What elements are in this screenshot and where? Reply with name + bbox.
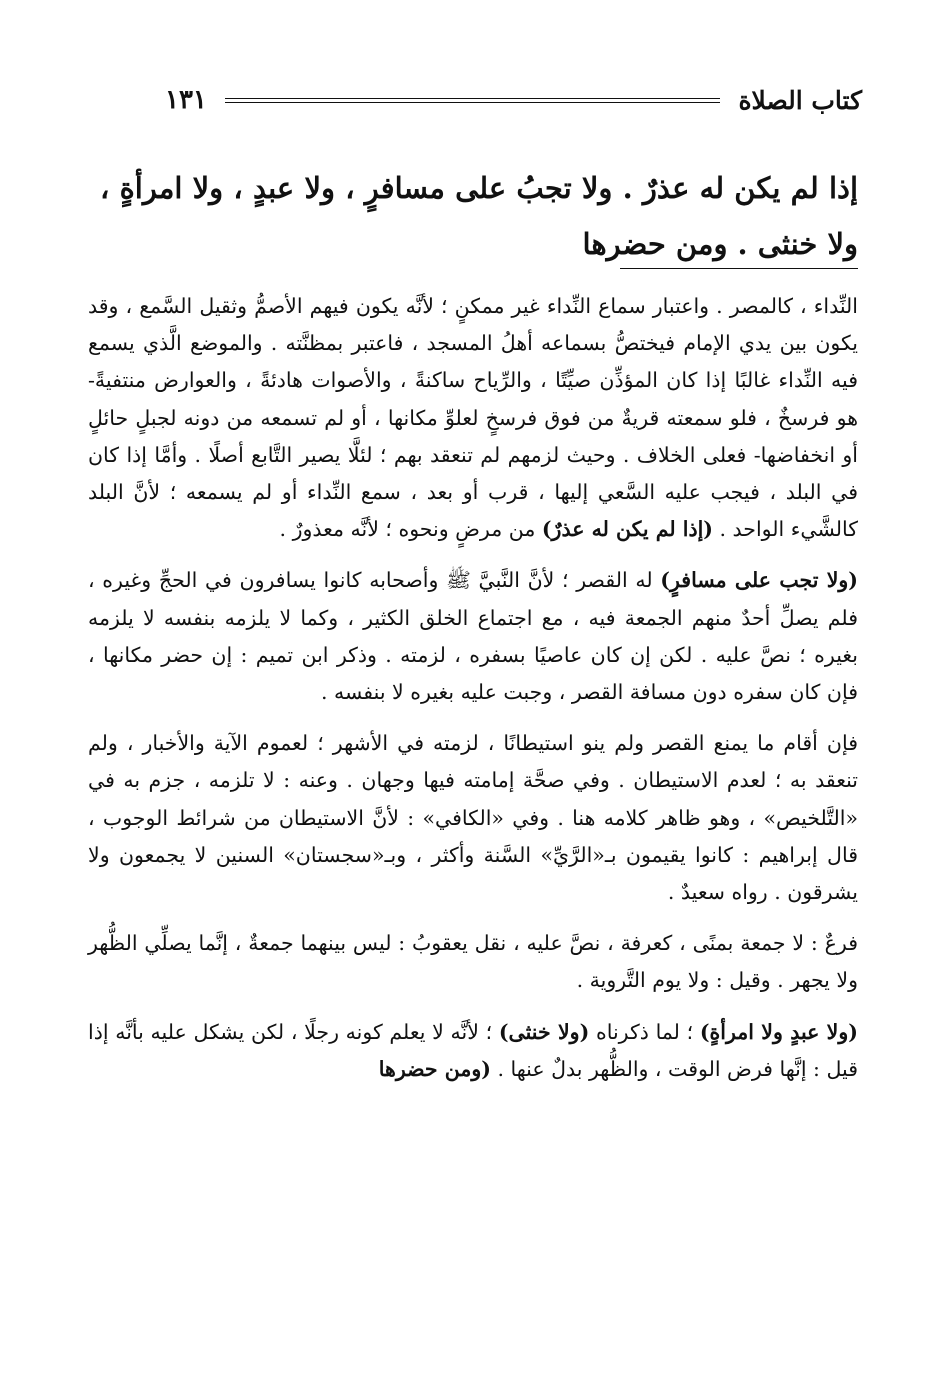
commentary-paragraph xyxy=(88,1014,858,1088)
commentary-text: ؛ لأنَّه لا يعلم كونه رجلًا ، لكن يشكل عليه بأنَّه إذا قيل : إنَّها فرض الوقت ، والظُّهر بدلٌ عنها . xyxy=(88,1019,858,1081)
commentary-text: ؛ لما ذكرناه xyxy=(595,1019,694,1044)
commentary-paragraph xyxy=(88,725,858,911)
matn-quote: (إذا لم يكن له عذرٌ) xyxy=(541,517,713,542)
commentary-text: له القصر ؛ لأنَّ النَّبيَّ ﷺ وأصحابه كانوا يسافرون في الحجِّ وغيره ، فلم يصلِّ أحدٌ منهم الجمعة فيه ، مع اجتماع الخلق الكثير ، وكما لا يلزمه بنفسه لا يلزمه بغيره ؛ نصَّ عليه . لكن إن كان عاصيًا بسفره ، لزمته . وذكر ابن تميم : إن حضر مكانها ، فإن كان سفره دون مسافة القصر ، وجبت عليه بغيره لا بنفسه . xyxy=(88,568,858,705)
commentary-text: النِّداء ، كالمصر . واعتبار سماع النِّداء غير ممكنٍ ؛ لأنَّه يكون فيهم الأصمُّ وثقيل السَّمع ، وقد يكون بين يدي الإمام فيختصُّ بسماعه أهلُ المسجد ، فاعتبر بمظنَّته . والموضع الَّذي يسمع فيه النِّداء غالبًا إذا كان المؤذِّن صيِّتًا ، والرِّياح ساكنةً ، والأصوات هادئةً ، والعوارض منتفيةً- هو فرسخٌ ، فلو سمعته قريةٌ من فوق فرسخٍ لعلوِّ مكانها ، أو لم تسمعه من دونه لجبلٍ حائلٍ أو انخفاضها- فعلى الخلاف . وحيث لزمهم لم تنعقد بهم ؛ لئلَّا يصير التَّابع أصلًا . وأمَّا إذا كان في البلد ، فيجب عليه السَّعي إليها ، قرب أو بعد ، سمع النِّداء أو لم يسمعه ؛ لأنَّ البلد كالشَّيء الواحد . xyxy=(88,294,858,542)
commentary-text: فرعٌ : لا جمعة بمنًى ، كعرفة ، نصَّ عليه ، نقل يعقوبُ : ليس بينهما جمعةٌ ، إنَّما يصلِّي الظُّهر ولا يجهر . وقيل : ولا يوم التَّروية . xyxy=(88,931,858,993)
matn-quote: (ولا تجب على مسافرٍ) xyxy=(660,568,858,593)
matn-quote: (ولا خنثى) xyxy=(498,1019,590,1044)
commentary-paragraph xyxy=(88,562,858,711)
commentary xyxy=(88,288,858,1088)
commentary-paragraph xyxy=(88,925,858,999)
matn-quote: (ولا عبدٍ ولا امرأةٍ) xyxy=(699,1019,858,1044)
header-rule xyxy=(225,98,721,103)
book-title: كتاب الصلاة xyxy=(738,85,862,115)
page-number: ١٣١ xyxy=(165,85,207,115)
matn-text: إذا لم يكن له عذرٌ . ولا تجبُ على مسافرٍ ، ولا عبدٍ ، ولا امرأةٍ ، ولا خنثى . ومن حضرها xyxy=(100,171,858,261)
running-head xyxy=(165,80,862,120)
matn-quote: (ومن حضرها xyxy=(378,1056,491,1081)
commentary-text: من مرضٍ ونحوه ؛ لأنَّه معذورٌ . xyxy=(279,517,536,542)
commentary-text: فإن أقام ما يمنع القصر ولم ينو استيطانًا ، لزمته في الأشهر ؛ لعموم الآية والأخبار ، ولم تنعقد به ؛ لعدم الاستيطان . وفي صحَّة إمامته فيها وجهان . وعنه : لا تلزمه ، جزم به في «التَّلخيص» ، وهو ظاهر كلامه هنا . وفي «الكافي» : لأنَّ الاستيطان من شرائط الوجوب ، قال إبراهيم : كانوا يقيمون بـ«الرَّيِّ» السَّنة وأكثر ، وبـ«سجستان» السنين لا يجمعون ولا يشرقون . رواه سعيدٌ . xyxy=(88,731,858,905)
commentary-paragraph xyxy=(88,288,858,548)
matn-separator-rule xyxy=(620,268,858,269)
